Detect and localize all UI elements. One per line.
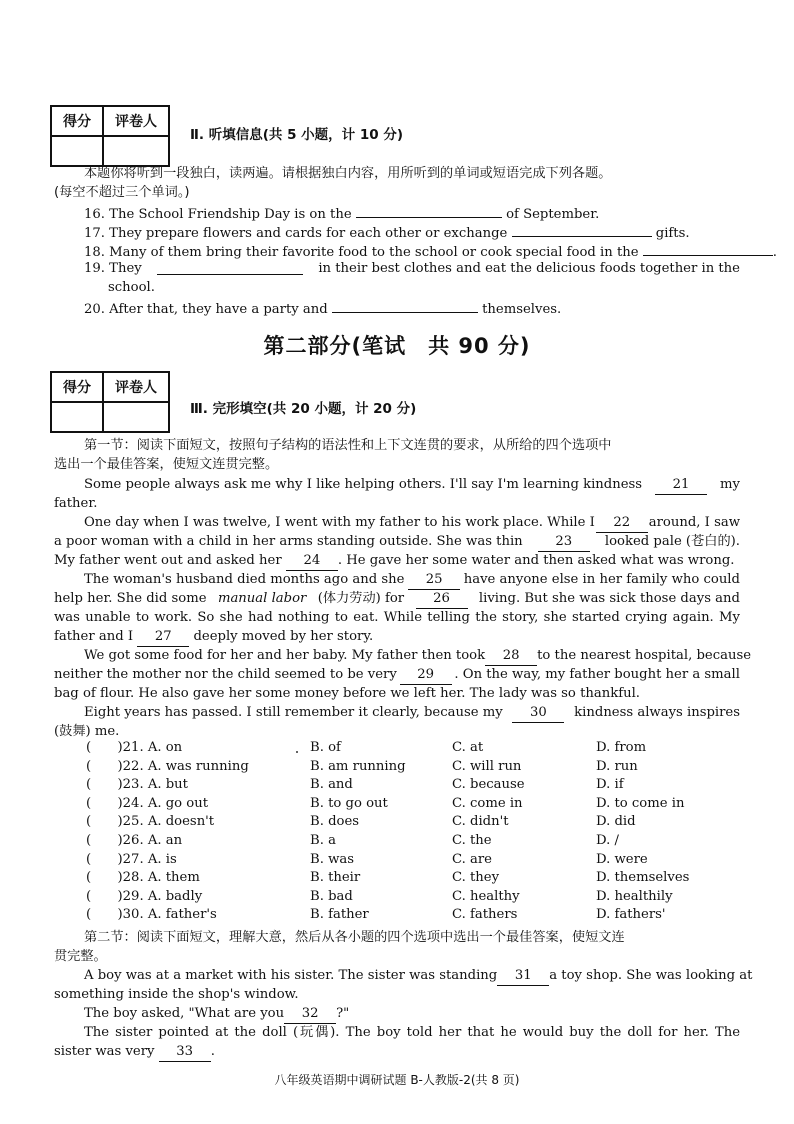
question-number[interactable]: ( )22. A. was running xyxy=(86,758,249,774)
passage-line: One day when I was twelve, I went with my father to his work place. While I 22 around, I saw xyxy=(84,514,740,533)
option-row xyxy=(86,758,706,777)
option-c: C. because xyxy=(452,777,525,793)
blank-27: 27 xyxy=(137,628,189,647)
blank-21: 21 xyxy=(655,476,707,495)
passage-line: We got some food for her and her baby. My father then took 28 to the nearest hospital, because xyxy=(84,647,740,666)
passage-line: The sister pointed at the doll (玩偶). The boy told her that he would buy the doll for her. The xyxy=(84,1025,740,1040)
score-box xyxy=(50,371,170,433)
option-row xyxy=(86,795,706,814)
question-number[interactable]: ( )23. A. but xyxy=(86,777,188,793)
question-number[interactable]: ( )28. A. them xyxy=(86,870,200,886)
instruction: (每空不超过三个单词。) xyxy=(54,185,190,200)
option-d: D. did xyxy=(596,814,636,830)
option-d: D. were xyxy=(596,851,648,867)
score-label: 得分 xyxy=(51,106,103,136)
grader-label: 评卷人 xyxy=(103,106,169,136)
option-d: D. to come in xyxy=(596,795,685,811)
blank-32: 32 xyxy=(284,1005,336,1024)
passage-line: father. xyxy=(54,496,98,511)
option-row xyxy=(86,813,706,832)
grader-label: 评卷人 xyxy=(103,372,169,402)
passage-line: father and I 27 deeply moved by her story. xyxy=(54,628,373,647)
option-c: C. the xyxy=(452,833,492,848)
score-label: 得分 xyxy=(51,372,103,402)
page-footer: 八年级英语期中调研试题 B-人教版-2(共 8 页) xyxy=(274,1073,520,1087)
part-two-title: 第二部分(笔试 共 90 分) xyxy=(263,334,531,358)
question-16: 16. The School Friendship Day is on the of September. xyxy=(84,203,599,224)
answer-blank[interactable] xyxy=(512,222,652,237)
instruction: 第二节：阅读下面短文，理解大意，然后从各小题的四个选项中选出一个最佳答案，使短文连 xyxy=(84,930,625,945)
option-row xyxy=(86,776,706,795)
option-c: C. are xyxy=(452,851,492,867)
passage-line: My father went out and asked her 24 . He gave her some water and then asked what was wrong. xyxy=(54,552,734,571)
blank-28: 28 xyxy=(485,647,537,666)
option-c: C. healthy xyxy=(452,888,520,904)
blank-33: 33 xyxy=(159,1043,211,1062)
question-18: 18. Many of them bring their favorite food to the school or cook special food in the . xyxy=(84,241,777,262)
answer-blank[interactable] xyxy=(643,241,773,256)
option-d: D. healthily xyxy=(596,888,673,904)
instruction: 第一节：阅读下面短文，按照句子结构的语法性和上下文连贯的要求，从所给的四个选项中 xyxy=(84,438,612,453)
option-d: D. themselves xyxy=(596,870,690,886)
option-b: B. their xyxy=(310,870,361,886)
blank-22: 22 xyxy=(596,514,648,533)
option-b: B. bad xyxy=(310,888,353,904)
instruction: 本题你将听到一段独白，读两遍。请根据独白内容，用所听到的单词或短语完成下列各题。 xyxy=(84,166,612,181)
blank-29: 29 xyxy=(400,666,452,685)
option-d: D. from xyxy=(596,740,647,755)
passage-line: sister was very 33 . xyxy=(54,1043,215,1062)
section-title: Ⅱ. 听填信息(共 5 小题，计 10 分) xyxy=(190,127,404,143)
score-cell xyxy=(51,402,103,432)
option-b: B. was xyxy=(310,851,354,867)
passage-line: neither the mother nor the child seemed to be very 29 . On the way, my father bought her a small xyxy=(54,666,740,685)
passage-line: A boy was at a market with his sister. The sister was standing 31 a toy shop. She was looking at xyxy=(84,967,740,986)
question-number[interactable]: ( )29. A. badly xyxy=(86,888,203,904)
option-c: C. come in xyxy=(452,795,523,811)
option-c: C. fathers xyxy=(452,907,518,923)
instruction: 贯完整。 xyxy=(54,949,107,964)
question-number[interactable]: ( )26. A. an xyxy=(86,833,183,848)
question-17: 17. They prepare flowers and cards for each other or exchange gifts. xyxy=(84,222,690,243)
option-d: D. / xyxy=(596,833,619,848)
answer-blank[interactable] xyxy=(332,298,478,313)
passage-line: help her. She did some manual labor (体力劳动) for 26 living. But she was sick those days and xyxy=(54,590,740,609)
answer-blank[interactable] xyxy=(356,203,502,218)
score-cell xyxy=(51,136,103,166)
question-number[interactable]: ( )30. A. father's xyxy=(86,907,217,923)
grader-cell xyxy=(103,402,169,432)
option-d: D. run xyxy=(596,758,638,774)
option-row xyxy=(86,869,706,888)
passage-line: Some people always ask me why I like helping others. I'll say I'm learning kindness 21 my xyxy=(84,476,740,495)
passage-line: The woman's husband died months ago and she 25 have anyone else in her family who could xyxy=(84,571,740,590)
option-b: B. father xyxy=(310,907,369,923)
option-c: C. didn't xyxy=(452,814,509,830)
blank-31: 31 xyxy=(497,967,549,986)
passage-line: a poor woman with a child in her arms standing outside. She was thin 23 looked pale (苍白的). xyxy=(54,533,740,552)
option-c: C. will run xyxy=(452,758,522,774)
option-row xyxy=(86,739,706,758)
section-title: Ⅲ. 完形填空(共 20 小题，计 20 分) xyxy=(190,401,417,417)
option-row xyxy=(86,851,706,870)
question-number[interactable]: ( )21. A. on xyxy=(86,740,183,755)
option-b: B. am running xyxy=(310,758,406,774)
blank-30: 30 xyxy=(512,704,564,723)
question-number[interactable]: ( )27. A. is xyxy=(86,851,177,867)
option-d: D. if xyxy=(596,777,624,793)
instruction: 选出一个最佳答案，使短文连贯完整。 xyxy=(54,457,279,472)
option-b: B. a xyxy=(310,833,336,848)
passage-line: bag of flour. He also gave her some money before we left her. The lady was so thankful. xyxy=(54,686,640,701)
question-number[interactable]: ( )25. A. doesn't xyxy=(86,814,215,830)
passage-line: was unable to work. So she had nothing to eat. While telling the story, she started crying again. My xyxy=(54,610,740,625)
option-c: C. they xyxy=(452,870,500,886)
grader-cell xyxy=(103,136,169,166)
passage-line: The boy asked, "What are you 32 ?" xyxy=(84,1005,349,1024)
option-b: B. and xyxy=(310,777,353,793)
blank-23: 23 xyxy=(538,533,590,552)
option-b: B. does xyxy=(310,814,360,830)
passage-line: Eight years has passed. I still remember it clearly, because my 30 kindness always inspires xyxy=(84,704,740,723)
option-d: D. fathers' xyxy=(596,907,666,923)
passage-line: something inside the shop's window. xyxy=(54,987,299,1002)
blank-24: 24 xyxy=(286,552,338,571)
option-row xyxy=(86,888,706,907)
question-19: 19. They in their best clothes and eat the delicious foods together in the xyxy=(84,261,740,276)
option-b: B. to go out xyxy=(310,795,388,811)
option-row xyxy=(86,832,706,851)
passage-line: (鼓舞) me. xyxy=(54,724,120,739)
blank-25: 25 xyxy=(408,571,460,590)
question-19-cont: school. xyxy=(108,280,155,295)
question-20: 20. After that, they have a party and themselves. xyxy=(84,298,561,319)
score-box xyxy=(50,105,170,167)
question-number[interactable]: ( )24. A. go out xyxy=(86,795,209,811)
answer-blank[interactable] xyxy=(157,260,303,275)
blank-26: 26 xyxy=(416,590,468,609)
option-c: C. at xyxy=(452,740,484,755)
option-b: B. of xyxy=(310,740,341,755)
option-row xyxy=(86,906,706,925)
